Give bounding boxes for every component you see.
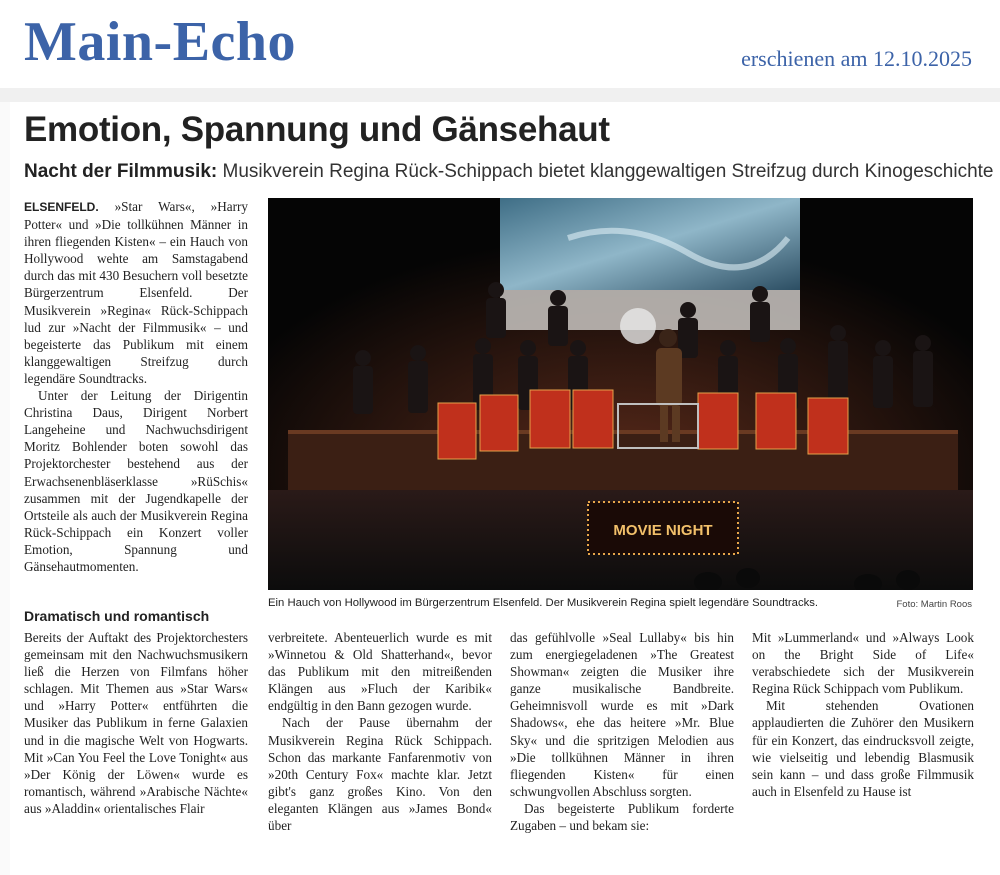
music-stand-banner [480,395,518,451]
music-stand-banner [698,393,738,449]
subheadline-text: Musikverein Regina Rück-Schippach bietet klanggewaltigen Streifzug durch Kinogeschichte [222,161,994,182]
page-margin [0,102,10,875]
movie-night-sign-text: MOVIE NIGHT [613,522,713,539]
music-stand-banner [438,403,476,459]
music-stand-banner [808,398,848,454]
article-column-1-lower [24,629,248,817]
paragraph: das gefühlvolle »Seal Lullaby« bis hin zum energiegeladenen »The Greatest Showman« zeigten die Musiker ihre ganze musikalische Bandbreite. Geheimnisvoll wurde es mit »Dark Shadows«, ehe das heitere »Mr. Blue Sky« und die spritzigen Melodien aus »Die tollkühnen Männer in ihren fliegenden Kisten« für einen schwungvollen Abschluss sorgten. [510,630,734,799]
header-divider [0,88,1000,102]
newspaper-masthead: Main-Echo [24,11,297,73]
music-stand-banner [530,390,570,448]
dateline: ELSENFELD. [24,200,99,214]
article-column-4 [752,629,974,800]
article-column-1 [24,198,248,575]
paragraph: Mit stehenden Ovationen applaudierten die Zuhörer den Musikern für ein Konzert, das eindrucksvoll zeigte, wie vielseitig und lebendig Blasmusik sein kann – und dass große Filmmusik auch in Elsenfeld zu Hause ist [752,698,974,799]
intro-text: »Star Wars«, »Harry Potter« und »Die tollkühnen Männer in ihren fliegenden Kisten« – ein Hauch von Hollywood wehte am Samstagabend durch das mit 430 Besuchern voll besetzte Bürgerzentrum Elsenfeld. Der Musikverein »Regina« Rück-Schippach lud zur »Nacht der Filmmusik« – und begeisterte das Publikum mit einem klanggewaltigen Streifzug durch legendäre Soundtracks. [24,199,248,386]
subheadline-kicker: Nacht der Filmmusik: [24,161,218,182]
article-headline: Emotion, Spannung und Gänsehaut [24,110,610,149]
article-column-2 [268,629,492,834]
bass-drum [620,308,656,344]
article-subheadline [24,161,993,184]
concert-photo [268,198,973,590]
publication-date: erschienen am 12.10.2025 [741,46,972,71]
paragraph: verbreitete. Abenteuerlich wurde es mit »Winnetou & Old Shatterhand«, bevor das Publikum mit den mitreißenden Klängen aus »Fluch der Karibik« endgültig in den Bann gezogen wurde. [268,630,492,714]
paragraph: Bereits der Auftakt des Projektorchesters gemeinsam mit den Nachwuchsmusikern ließ die Herzen von Filmfans höher schlagen. Mit Themen aus »Star Wars« und »Harry Potter« entführten die Musiker das Publikum in ferne Galaxien und in die magische Welt von Hogwarts. Mit »Can You Feel the Love Tonight« aus »Der König der Löwen« wurde es romantisch, während »Arabische Nächte« aus »Aladdin« orientalisches Flair [24,630,248,816]
music-stand-banner [756,393,796,449]
paragraph: Mit »Lummerland« und »Always Look on the Bright Side of Life« verabschiedete sich der Musikverein Regina Rück Schippach vom Publikum. [752,630,974,697]
music-stand-banner [573,390,613,448]
article-column-3 [510,629,734,834]
concert-photo-illustration [268,198,973,590]
paragraph: Unter der Leitung der Dirigentin Christina Daus, Dirigent Norbert Langeheine und Nachwuchsdirigent Moritz Bohlender boten sowohl das Projektorchester bestehend aus der Erwachsenenbläserklasse »RüSchis« zusammen mit der Jugendkapelle der Ortsteile als auch der Musikverein Regina Rück-Schippach ein Konzert voller Emotion, Spannung und Gänsehautmomenten. [24,388,248,574]
intro-paragraph [24,198,248,387]
photo-caption: Ein Hauch von Hollywood im Bürgerzentrum Elsenfeld. Der Musikverein Regina spielt legendäre Soundtracks. [268,597,819,609]
paragraph: Nach der Pause übernahm der Musikverein Regina Rück Schippach. Schon das markante Fanfarenmotiv von »20th Century Fox« machte klar. Jetzt gibt's ganz großes Kino. Von den eleganten Klängen aus »James Bond« über [268,715,492,834]
projection-screen [500,198,800,290]
paragraph: Das begeisterte Publikum forderte Zugaben – und bekam sie: [510,800,734,834]
section-subheading: Dramatisch und romantisch [24,608,210,624]
photo-credit: Foto: Martin Roos [896,599,972,610]
